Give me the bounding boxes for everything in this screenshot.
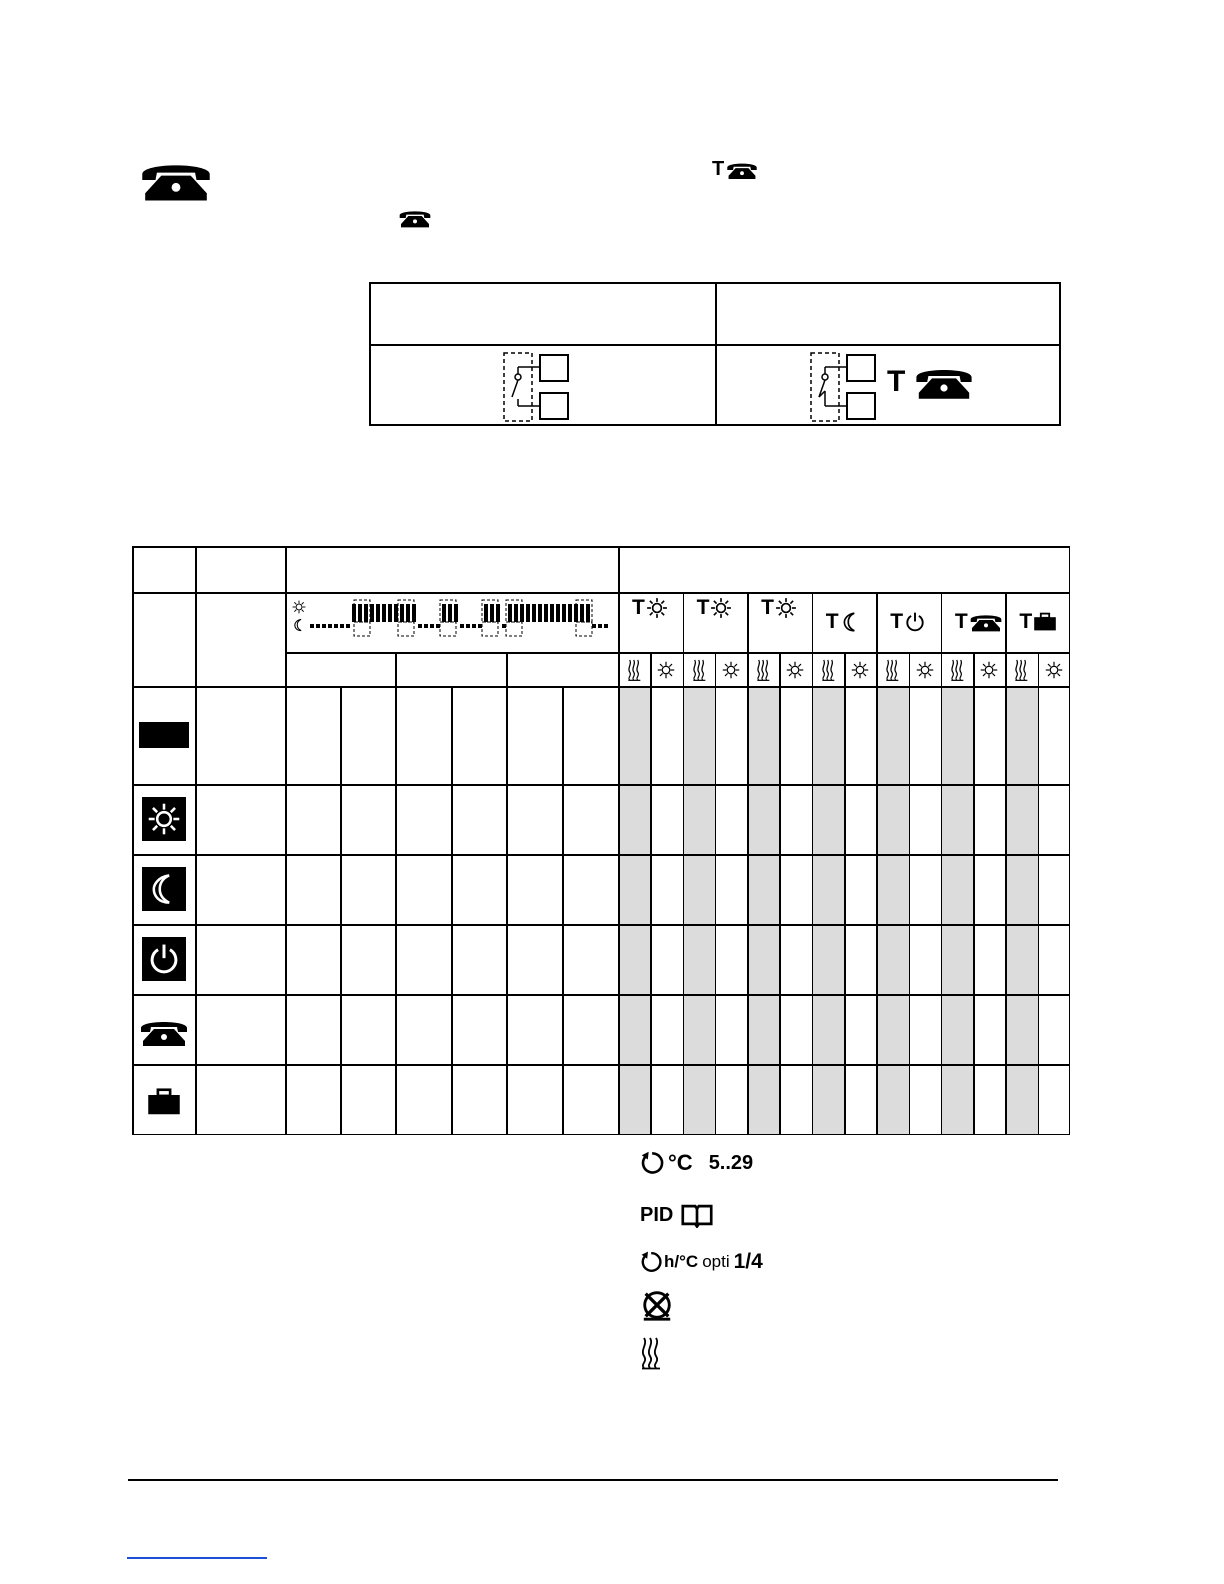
small-phone-icon	[398, 208, 432, 228]
sun-icon	[710, 597, 732, 619]
sun-glyph	[147, 802, 181, 836]
moon-icon	[840, 611, 862, 633]
program-segment	[406, 604, 410, 622]
table-border	[1069, 546, 1071, 1135]
heater-icon	[885, 658, 901, 682]
setpoint-prefix: T	[1019, 610, 1033, 633]
heater-column-shade	[877, 687, 908, 1134]
program-segment	[478, 624, 482, 628]
heater-column-shade	[942, 687, 973, 1134]
grid-line	[812, 592, 814, 1135]
mode-table	[132, 546, 1070, 1135]
black-box-icon	[139, 722, 189, 748]
moon-icon	[142, 867, 186, 911]
temp-range-unit: °C	[668, 1150, 693, 1175]
program-segment	[580, 604, 584, 622]
program-segment	[568, 604, 572, 622]
book-icon	[681, 1202, 713, 1228]
grid-line	[395, 652, 397, 686]
grid-line	[132, 784, 1070, 786]
setpoint-header-suitcase	[1019, 610, 1057, 634]
table-border	[132, 546, 134, 1135]
program-segment	[514, 604, 518, 622]
opti-unit: h/°C	[664, 1252, 699, 1271]
snow-sun-icon	[722, 661, 740, 679]
setpoint-header-power	[890, 610, 926, 634]
setpoint-prefix: T	[632, 596, 645, 619]
footer-link-underline	[127, 1557, 267, 1559]
setpoint-prefix: T	[761, 596, 774, 619]
program-segment	[526, 604, 530, 622]
legend-pid	[640, 1202, 713, 1228]
program-segment	[436, 624, 440, 628]
power-glyph	[147, 942, 181, 976]
grid-line	[132, 592, 285, 594]
program-segment	[376, 604, 380, 622]
grid-line	[1005, 592, 1007, 1135]
program-segment	[448, 604, 452, 622]
program-segment	[340, 624, 344, 628]
program-segment	[592, 624, 596, 628]
program-segment	[502, 624, 506, 628]
heater-icon	[627, 658, 643, 682]
sun-icon	[646, 597, 668, 619]
table-border	[132, 546, 1070, 548]
snow-sun-icon	[786, 661, 804, 679]
program-segment	[388, 604, 392, 622]
tel-prefix: T	[712, 158, 725, 180]
footer-rule	[128, 1479, 1058, 1481]
program-segment	[562, 604, 566, 622]
grid-line	[285, 546, 287, 1135]
program-segment	[586, 604, 590, 622]
sun-icon	[142, 797, 186, 841]
moon-glyph	[147, 872, 181, 906]
program-segment	[466, 624, 470, 628]
program-segment	[544, 604, 548, 622]
heater-icon	[756, 658, 772, 682]
program-segment	[346, 624, 350, 628]
grid-line	[618, 546, 620, 1135]
pid-label: PID	[640, 1203, 674, 1226]
table-border	[132, 1134, 1070, 1136]
heater-icon	[692, 658, 708, 682]
program-segment	[490, 604, 494, 622]
grid-line	[285, 592, 1070, 594]
snow-sun-icon	[851, 661, 869, 679]
relay-tel-prefix: T	[887, 365, 906, 398]
program-segment	[484, 604, 488, 622]
legend-opti	[640, 1250, 763, 1274]
heater-icon	[1014, 658, 1030, 682]
program-segment	[598, 624, 602, 628]
setpoint-header-sun	[697, 596, 733, 620]
snow-sun-icon	[1045, 661, 1063, 679]
legend-heater	[640, 1336, 664, 1370]
grid-line	[340, 686, 342, 1135]
grid-line	[132, 1064, 1070, 1066]
rotate-knob-icon	[640, 1250, 664, 1274]
relay-tel-symbol	[887, 364, 980, 400]
grid-line	[132, 686, 1070, 688]
program-segment	[460, 624, 464, 628]
program-bar-illustration	[290, 596, 610, 640]
heater-column-shade	[748, 687, 779, 1134]
program-segment	[472, 624, 476, 628]
program-segment	[442, 604, 446, 622]
phone-icon	[139, 1017, 189, 1047]
heater-column-shade	[813, 687, 844, 1134]
tel-symbol	[712, 158, 758, 181]
setpoint-header-phone	[955, 610, 1003, 634]
program-segment	[310, 624, 314, 628]
grid-line	[941, 592, 943, 1135]
heater-column-shade	[684, 687, 715, 1134]
program-segment	[358, 604, 362, 622]
program-moon-icon	[295, 619, 301, 630]
grid-line	[451, 686, 453, 1135]
sun-icon	[775, 597, 797, 619]
program-segment	[364, 604, 368, 622]
opti-label: opti	[702, 1252, 730, 1271]
setpoint-header-moon	[826, 610, 862, 634]
grid-line	[132, 924, 1070, 926]
grid-line	[844, 652, 846, 1135]
setpoint-prefix: T	[696, 596, 710, 619]
grid-line	[506, 686, 508, 1135]
setpoint-prefix: T	[954, 610, 968, 633]
program-segment	[430, 624, 434, 628]
program-segment	[538, 604, 542, 622]
power-icon	[142, 937, 186, 981]
program-segment	[418, 624, 422, 628]
heater-column-shade	[1006, 687, 1037, 1134]
snow-sun-icon	[916, 661, 934, 679]
legend-frost	[640, 1288, 674, 1322]
grid-line	[132, 994, 1070, 996]
grid-line	[562, 686, 564, 1135]
setpoint-header-sun	[761, 596, 797, 620]
program-segment	[424, 624, 428, 628]
setpoint-prefix: T	[890, 610, 904, 633]
program-sun-icon	[293, 601, 306, 614]
suitcase-icon	[1033, 611, 1057, 633]
heater-icon	[821, 658, 837, 682]
program-segment	[316, 624, 320, 628]
setpoint-header-sun	[632, 596, 668, 620]
heater-column-shade	[619, 687, 650, 1134]
grid-line	[909, 652, 911, 1135]
relay-schematic-icon	[502, 351, 572, 423]
program-segment	[334, 624, 338, 628]
program-segment	[382, 604, 386, 622]
program-segment	[328, 624, 332, 628]
program-segment	[604, 624, 608, 628]
snow-sun-icon	[657, 661, 675, 679]
rotate-knob-icon	[640, 1150, 666, 1176]
program-segment	[394, 604, 398, 622]
relay-schematic-tel-icon	[809, 351, 879, 423]
grid-line	[1038, 652, 1040, 1135]
phone-icon	[726, 160, 758, 180]
opti-value: 1/4	[733, 1250, 763, 1273]
heater-icon	[950, 658, 966, 682]
grid-line	[650, 652, 652, 1135]
grid-line	[506, 652, 508, 686]
program-segment	[370, 604, 374, 622]
program-segment	[508, 604, 512, 622]
grid-line	[876, 592, 878, 1135]
phone-icon	[908, 364, 980, 400]
phone-icon	[969, 612, 1003, 632]
power-icon	[904, 611, 926, 633]
program-segment	[400, 604, 404, 622]
snow-sun-icon	[980, 661, 998, 679]
temp-range-value: 5..29	[708, 1151, 754, 1174]
program-segment	[322, 624, 326, 628]
suitcase-icon	[139, 1088, 189, 1116]
relay-table	[369, 282, 1061, 426]
large-phone-icon	[138, 158, 214, 202]
legend-temp-range	[640, 1150, 753, 1176]
grid-line	[973, 652, 975, 1135]
grid-line	[195, 546, 197, 1135]
grid-line	[132, 854, 1070, 856]
program-segment	[550, 604, 554, 622]
program-segment	[532, 604, 536, 622]
grid-line	[779, 652, 781, 1135]
heater-icon	[640, 1336, 664, 1370]
grid-line	[747, 592, 749, 1135]
program-segment	[556, 604, 560, 622]
grid-line	[715, 652, 717, 1135]
grid-line	[395, 686, 397, 1135]
valve-x-icon	[640, 1288, 674, 1322]
setpoint-prefix: T	[825, 610, 839, 633]
grid-line	[683, 592, 685, 1135]
grid-line	[285, 652, 1070, 654]
